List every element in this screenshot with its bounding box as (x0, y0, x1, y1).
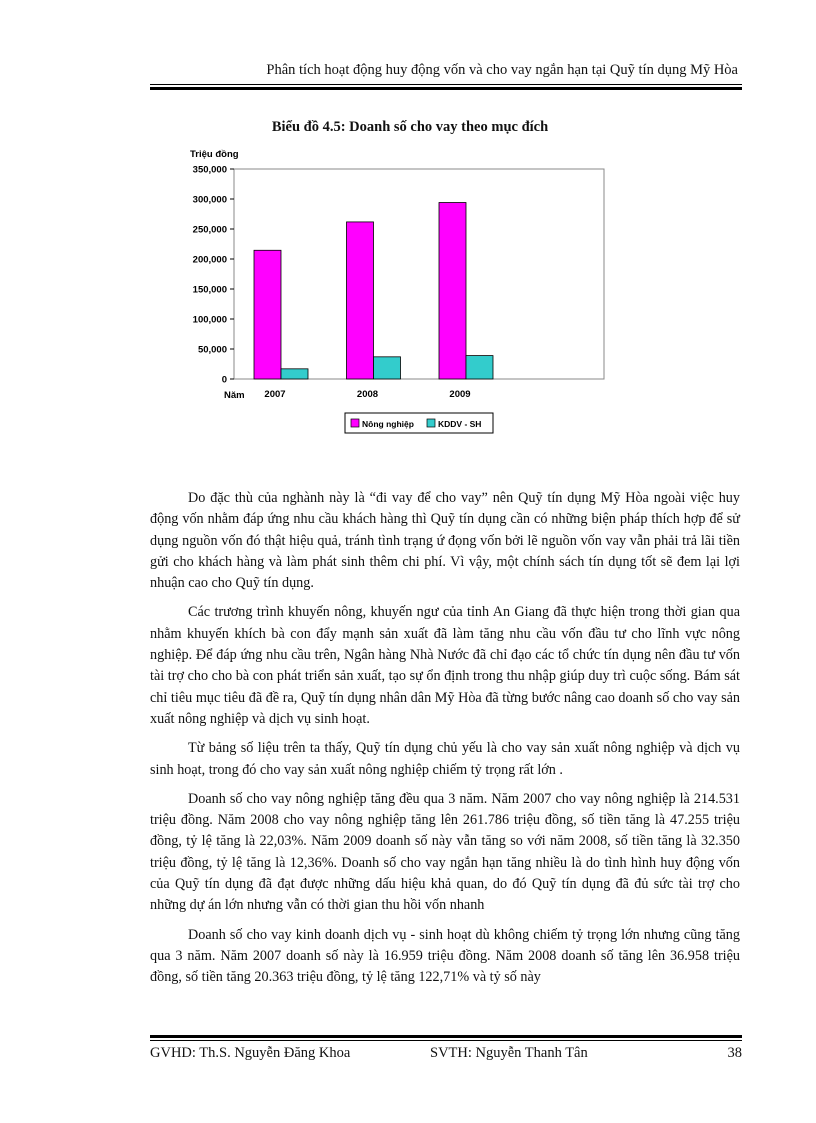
chart-title: Biểu đồ 4.5: Doanh số cho vay theo mục đích (271, 119, 549, 135)
bar-nong-nghiep-2009 (439, 203, 466, 379)
y-axis-title: Triệu đồng (190, 149, 239, 160)
bar-kddv-sh-2007 (281, 369, 308, 379)
bar-nong-nghiep-2007 (254, 250, 281, 379)
paragraph-1: Do đặc thù của nghành này là “đi vay để cho vay” nên Quỹ tín dụng Mỹ Hòa ngoài việc huy động vốn nhằm đáp ứng nhu cầu khách hàng thì Quỹ tín dụng cần có những biện pháp thích hợp để sử dụng nguồn vốn đó thật hiệu quả, tránh tình trạng ứ đọng vốn bởi lẽ nguồn vốn vay vẫn phải trả lãi tiền gửi cho khách hàng và làm phát sinh thêm chi phí. Vì vậy, một chính sách tín dụng tốt sẽ đem lại lợi nhuận cao cho Quỹ tín dụng. (150, 490, 740, 592)
bar-chart (180, 140, 620, 445)
page-number: 38 (727, 1045, 742, 1061)
y-tick-label: 50,000 (197, 344, 227, 356)
y-tick-label: 200,000 (192, 254, 227, 266)
footer-student: SVTH: Nguyễn Thanh Tân (430, 1045, 588, 1061)
x-axis-title: Năm (224, 390, 245, 401)
footer-advisor: GVHD: Th.S. Nguyễn Đăng Khoa (150, 1045, 351, 1061)
paragraph-5: Doanh số cho vay kinh doanh dịch vụ - sinh hoạt dù không chiếm tỷ trọng lớn nhưng cũng tăng qua 3 năm. Năm 2007 doanh số này là 16.959 triệu đồng. Năm 2008 doanh số tăng lên 36.958 triệu đồng, số tiền tăng 20.363 triệu đồng, tỷ lệ tăng 122,71% và tỷ số này (150, 926, 740, 986)
legend-label: KDDV - SH (438, 419, 482, 429)
bar-nong-nghiep-2008 (347, 222, 374, 379)
running-header: Phân tích hoạt động huy động vốn và cho vay ngắn hạn tại Quỹ tín dụng Mỹ Hòa (266, 62, 738, 78)
paragraph-4: Doanh số cho vay nông nghiệp tăng đều qua 3 năm. Năm 2007 cho vay nông nghiệp là 214.531 triệu đồng. Năm 2008 cho vay nông nghiệp tăng lên 261.786 triệu đồng, số tiền tăng là 47.255 triệu đồng, tỷ lệ tăng là 22,03%. Năm 2009 doanh số này vẫn tăng so với năm 2008, số tiền tăng là 32.350 triệu đồng, tỷ lệ tăng là 12,36%. Doanh số cho vay ngắn hạn tăng nhiều là do tình hình huy động vốn của Quỹ tín dụng đã đạt được những dấu hiệu khả quan, do đó Quỹ tín dụng đã đủ sức tài trợ cho những dự án lớn nhưng vẫn có thời gian thu hồi vốn nhanh (150, 790, 740, 914)
footer-rule-thick (150, 1035, 742, 1038)
legend-swatch (351, 419, 359, 427)
x-tick-label: 2008 (356, 389, 379, 400)
header-rule-thin (150, 84, 742, 85)
body-text (150, 488, 740, 997)
plot-area (234, 169, 604, 379)
y-tick-label: 0 (221, 374, 227, 386)
legend-label: Nông nghiệp (362, 419, 414, 429)
bar-kddv-sh-2009 (466, 356, 493, 379)
y-tick-label: 350,000 (192, 164, 227, 176)
y-tick-label: 250,000 (192, 224, 227, 236)
y-tick-label: 150,000 (192, 284, 227, 296)
paragraph-2: Các trương trình khuyến nông, khuyến ngư của tỉnh An Giang đã thực hiện trong thời gian qua nhằm khuyến khích bà con đẩy mạnh sản xuất đã làm tăng nhu cầu vốn đầu tư cho lĩnh vực nông nghiệp. Để đáp ứng nhu cầu trên, Ngân hàng Nhà Nước đã chỉ đạo các tổ chức tín dụng nên đầu tư vốn tài trợ cho cho bà con phát triển sản xuất, tạo sự ổn định trong thu nhập giúp duy trì cuộc sống. Bám sát chỉ tiêu mục tiêu đã đề ra, Quỹ tín dụng nhân dân Mỹ Hòa đã từng bước nâng cao doanh số cho vay sản xuất nông nghiệp và dịch vụ sinh hoạt. (150, 604, 740, 727)
x-tick-label: 2007 (264, 389, 286, 400)
x-tick-label: 2009 (449, 389, 471, 400)
y-tick-label: 100,000 (192, 314, 227, 326)
bar-kddv-sh-2008 (374, 357, 401, 379)
paragraph-3: Từ bảng số liệu trên ta thấy, Quỹ tín dụng chủ yếu là cho vay sản xuất nông nghiệp và dịch vụ sinh hoạt, trong đó cho vay sản xuất nông nghiệp chiếm tỷ trọng rất lớn . (150, 740, 740, 778)
y-tick-label: 300,000 (192, 194, 227, 206)
chart-legend (345, 413, 493, 433)
header-rule-thick (150, 87, 742, 90)
legend-swatch (427, 419, 435, 427)
footer-rule-thin (150, 1040, 742, 1041)
